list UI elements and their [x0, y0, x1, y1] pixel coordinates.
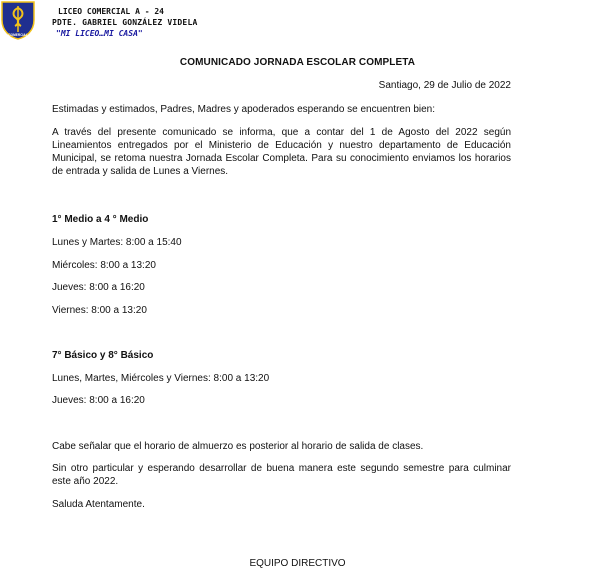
- farewell: Saluda Atentamente.: [52, 499, 145, 510]
- school-motto: "MI LICEO…MI CASA": [56, 29, 143, 38]
- document-title: COMUNICADO JORNADA ESCOLAR COMPLETA: [179, 57, 416, 68]
- greeting: Estimadas y estimados, Padres, Madres y apoderados esperando se encuentren bien:: [52, 104, 435, 115]
- school-patron: PDTE. GABRIEL GONZÁLEZ VIDELA: [52, 18, 198, 27]
- schedule-line: Miércoles: 8:00 a 13:20: [52, 260, 156, 271]
- letterhead: [0, 0, 595, 48]
- school-info: [52, 6, 197, 39]
- signature: EQUIPO DIRECTIVO: [249, 558, 346, 569]
- school-crest-logo: [0, 0, 36, 40]
- schedule-line: Viernes: 8:00 a 13:20: [52, 305, 147, 316]
- section-heading-medio: 1° Medio a 4 ° Medio: [52, 214, 149, 225]
- school-name: LICEO COMERCIAL A - 24: [58, 7, 164, 16]
- intro-paragraph: A través del presente comunicado se informa, que a contar del 1 de Agosto del 2022 según Lineamientos entregados por el Ministerio de Educación y nuestro departamento de Educación Municipal, se retoma nuestra Jornada Escolar Completa. Para su conocimiento enviamos los horarios de entrada y salida de Lunes a Viernes.: [52, 127, 511, 177]
- section-heading-basico: 7° Básico y 8° Básico: [52, 350, 154, 361]
- schedule-line: Jueves: 8:00 a 16:20: [52, 282, 145, 293]
- logo-caption: COMERCIAL: [8, 33, 28, 37]
- schedule-line: Lunes, Martes, Miércoles y Viernes: 8:00 a 13:20: [52, 373, 270, 384]
- closing-paragraph: Sin otro particular y esperando desarrollar de buena manera este segundo semestre para culminar este año 2022.: [52, 463, 511, 487]
- document-date: Santiago, 29 de Julio de 2022: [378, 80, 511, 91]
- schedule-line: Jueves: 8:00 a 16:20: [52, 395, 145, 406]
- schedule-line: Lunes y Martes: 8:00 a 15:40: [52, 237, 182, 248]
- lunch-note: Cabe señalar que el horario de almuerzo es posterior al horario de salida de clases.: [52, 441, 424, 452]
